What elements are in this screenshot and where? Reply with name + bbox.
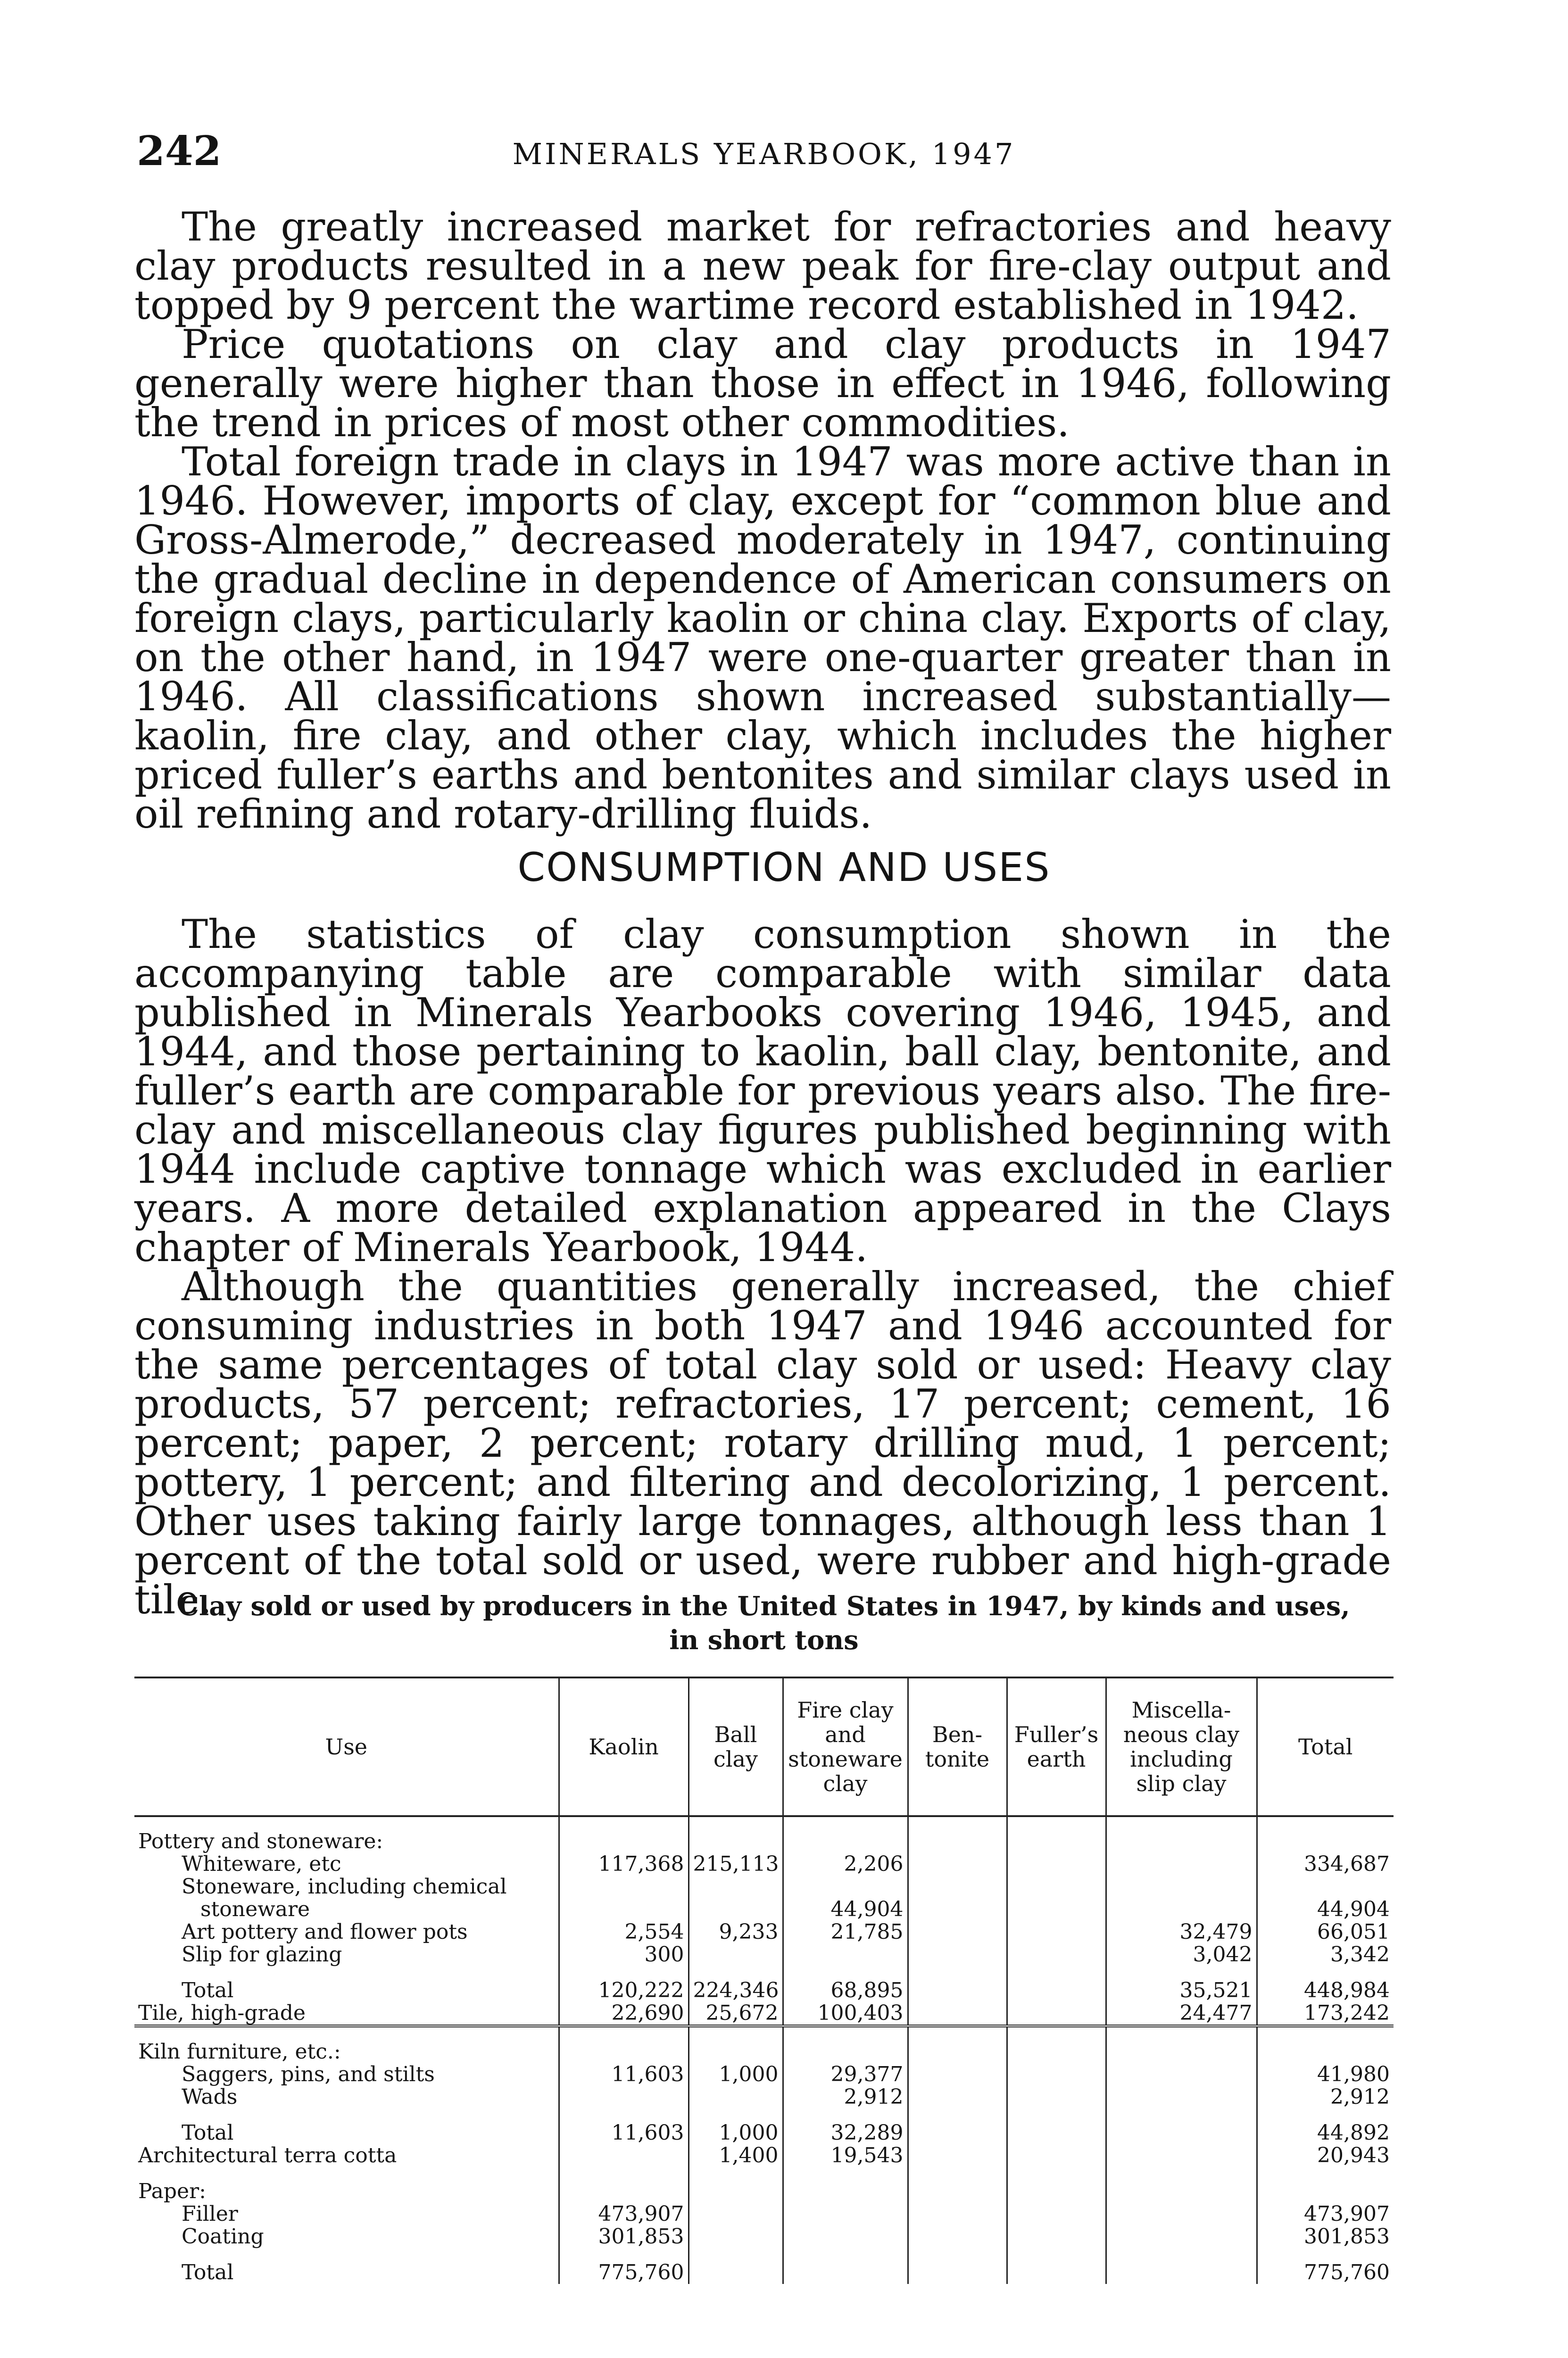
cell-ball-clay: 9,233 bbox=[689, 1921, 783, 1943]
cell-total: 775,760 bbox=[1257, 2261, 1394, 2284]
cell-total: 44,892 bbox=[1257, 2122, 1394, 2144]
table-row bbox=[134, 1876, 1394, 1898]
table-row bbox=[134, 1853, 1394, 1876]
paragraph: Price quotations on clay and clay products in 1947 generally were higher than those in effect in 1946, following the trend in prices of most other commodities. bbox=[134, 321, 1391, 446]
cell-misc-clay: 24,477 bbox=[1106, 2002, 1257, 2026]
row-label: Pottery and stoneware: bbox=[138, 1830, 383, 1853]
cell-kaolin: 473,907 bbox=[559, 2203, 689, 2225]
clay-table-container bbox=[134, 1677, 1394, 2284]
cell-total: 41,980 bbox=[1257, 2063, 1394, 2086]
cell-fire-clay: 2,912 bbox=[783, 2086, 908, 2109]
paragraph: Total foreign trade in clays in 1947 was more active than in 1946. However, imports of clay, except for “common blue and Gross-Almerode,” decreased moderately in 1947, continuing the gradual decline in dependence of American consumers on foreign clays, particularly kaolin or china clay. Exports of clay, on the other hand, in 1947 were one-quarter greater than in 1946. All classifications shown increased substantially—kaolin, fire clay, and other clay, which includes the higher priced fuller’s earths and bentonites and similar clays used in oil refining and rotary-drilling fluids. bbox=[134, 439, 1391, 837]
cell-kaolin: 2,554 bbox=[559, 1921, 689, 1943]
col-header-ball-clay: Ball clay bbox=[689, 1677, 783, 1816]
cell-kaolin: 22,690 bbox=[559, 2002, 689, 2026]
spacer-row bbox=[134, 2109, 1394, 2122]
cell-ball-clay: 25,672 bbox=[689, 2002, 783, 2026]
cell-kaolin: 300 bbox=[559, 1943, 689, 1966]
cell-total: 301,853 bbox=[1257, 2225, 1394, 2248]
col-header-bentonite: Ben- tonite bbox=[908, 1677, 1007, 1816]
page-header bbox=[137, 127, 1391, 179]
cell-misc-clay: 32,479 bbox=[1106, 1921, 1257, 1943]
cell-fire-clay: 32,289 bbox=[783, 2122, 908, 2144]
table-row bbox=[134, 2041, 1394, 2063]
paragraph: The statistics of clay consumption shown in the accompanying table are comparable with similar data published in Minerals Yearbooks covering 1946, 1945, and 1944, and those pertaining to kaolin, ball clay, bentonite, and fuller’s earth are comparable for previous years also. The fire-clay and miscellaneous clay figures published beginning with 1944 include captive tonnage which was excluded in earlier years. A more detailed explanation appeared in the Clays chapter of Minerals Yearbook, 1944. bbox=[134, 911, 1391, 1270]
cell-fire-clay: 68,895 bbox=[783, 1979, 908, 2002]
row-label: Coating bbox=[182, 2225, 264, 2248]
table-row bbox=[134, 1921, 1394, 1943]
cell-total: 66,051 bbox=[1257, 1921, 1394, 1943]
row-label: Total bbox=[182, 2261, 234, 2284]
col-header-fire-clay: Fire clay and stoneware clay bbox=[783, 1677, 908, 1816]
cell-kaolin: 775,760 bbox=[559, 2261, 689, 2284]
cell-ball-clay: 1,000 bbox=[689, 2063, 783, 2086]
col-header-kaolin: Kaolin bbox=[559, 1677, 689, 1816]
cell-kaolin: 117,368 bbox=[559, 1853, 689, 1876]
cell-ball-clay: 224,346 bbox=[689, 1979, 783, 2002]
table-row bbox=[134, 2122, 1394, 2144]
cell-fire-clay: 29,377 bbox=[783, 2063, 908, 2086]
table-row bbox=[134, 1943, 1394, 1966]
cell-misc-clay: 3,042 bbox=[1106, 1943, 1257, 1966]
row-label: Paper: bbox=[138, 2180, 206, 2203]
cell-total: 20,943 bbox=[1257, 2144, 1394, 2167]
row-label: Stoneware, including chemical bbox=[182, 1876, 507, 1898]
row-label: Wads bbox=[182, 2086, 238, 2109]
cell-total: 3,342 bbox=[1257, 1943, 1394, 1966]
intro-text bbox=[134, 204, 1391, 837]
row-label: Slip for glazing bbox=[182, 1943, 342, 1966]
table-caption-line: in short tons bbox=[669, 1625, 859, 1656]
row-label: Architectural terra cotta bbox=[138, 2144, 397, 2167]
row-label: Tile, high-grade bbox=[138, 2002, 306, 2025]
divider-row bbox=[134, 2026, 1394, 2041]
table-caption-line: Clay sold or used by producers in the United States in 1947, by kinds and uses, bbox=[178, 1591, 1350, 1622]
cell-total: 173,242 bbox=[1257, 2002, 1394, 2026]
page-number: 242 bbox=[137, 127, 222, 175]
cell-total: 473,907 bbox=[1257, 2203, 1394, 2225]
row-label: Kiln furniture, etc.: bbox=[138, 2041, 341, 2063]
table-row bbox=[134, 2180, 1394, 2203]
cell-total: 2,912 bbox=[1257, 2086, 1394, 2109]
cell-misc-clay: 35,521 bbox=[1106, 1979, 1257, 2002]
col-header-total: Total bbox=[1257, 1677, 1394, 1816]
cell-kaolin: 120,222 bbox=[559, 1979, 689, 2002]
paragraph: The greatly increased market for refractories and heavy clay products resulted in a new peak for fire-clay output and topped by 9 percent the wartime record established in 1942. bbox=[134, 204, 1391, 328]
row-label: Total bbox=[182, 2122, 234, 2144]
section-heading: CONSUMPTION AND USES bbox=[517, 844, 1051, 890]
cell-ball-clay: 215,113 bbox=[689, 1853, 783, 1876]
table-row bbox=[134, 2144, 1394, 2167]
cell-kaolin: 301,853 bbox=[559, 2225, 689, 2248]
paragraph: Although the quantities generally increased, the chief consuming industries in both 1947 and 1946 accounted for the same percentages of total clay sold or used: Heavy clay products, 57 percent; refractories, 17 percent; cement, 16 percent; paper, 2 percent; rotary drilling mud, 1 percent; pottery, 1 percent; and filtering and decolorizing, 1 percent. Other uses taking fairly large tonnages, although less than 1 percent of the total sold or used, were rubber and high-grade tile. bbox=[134, 1263, 1391, 1623]
spacer-row bbox=[134, 1966, 1394, 1979]
col-header-fullers-earth: Fuller’s earth bbox=[1007, 1677, 1106, 1816]
row-label: Whiteware, etc bbox=[182, 1853, 341, 1876]
table-row bbox=[134, 2261, 1394, 2284]
cell-fire-clay: 44,904 bbox=[783, 1898, 908, 1921]
table-row bbox=[134, 2002, 1394, 2026]
cell-ball-clay: 1,400 bbox=[689, 2144, 783, 2167]
row-label: Total bbox=[182, 1979, 234, 2002]
cell-total: 44,904 bbox=[1257, 1898, 1394, 1921]
col-header-use: Use bbox=[134, 1677, 559, 1816]
cell-fire-clay: 21,785 bbox=[783, 1921, 908, 1943]
table-row bbox=[134, 2086, 1394, 2109]
table-row bbox=[134, 1979, 1394, 2002]
row-label: Art pottery and flower pots bbox=[182, 1921, 468, 1943]
row-label: Filler bbox=[182, 2203, 238, 2225]
cell-fire-clay: 19,543 bbox=[783, 2144, 908, 2167]
spacer-row bbox=[134, 2167, 1394, 2180]
consumption-text bbox=[134, 911, 1391, 1623]
table-caption bbox=[134, 1589, 1394, 1657]
cell-fire-clay: 2,206 bbox=[783, 1853, 908, 1876]
cell-ball-clay: 1,000 bbox=[689, 2122, 783, 2144]
running-title: MINERALS YEARBOOK, 1947 bbox=[512, 137, 1016, 171]
col-header-misc-clay: Miscella- neous clay including slip clay bbox=[1106, 1677, 1257, 1816]
spacer-row bbox=[134, 1816, 1394, 1830]
cell-total: 334,687 bbox=[1257, 1853, 1394, 1876]
spacer-row bbox=[134, 2248, 1394, 2261]
row-label: Saggers, pins, and stilts bbox=[182, 2063, 435, 2086]
table-header-row bbox=[134, 1677, 1394, 1816]
cell-kaolin: 11,603 bbox=[559, 2122, 689, 2144]
cell-total: 448,984 bbox=[1257, 1979, 1394, 2002]
clay-table bbox=[134, 1677, 1394, 2284]
table-row bbox=[134, 1830, 1394, 1853]
table-row bbox=[134, 2203, 1394, 2225]
cell-kaolin: 11,603 bbox=[559, 2063, 689, 2086]
cell-fire-clay: 100,403 bbox=[783, 2002, 908, 2026]
row-label: stoneware bbox=[200, 1898, 310, 1921]
table-row bbox=[134, 2225, 1394, 2248]
table-row bbox=[134, 2063, 1394, 2086]
table-row bbox=[134, 1898, 1394, 1921]
